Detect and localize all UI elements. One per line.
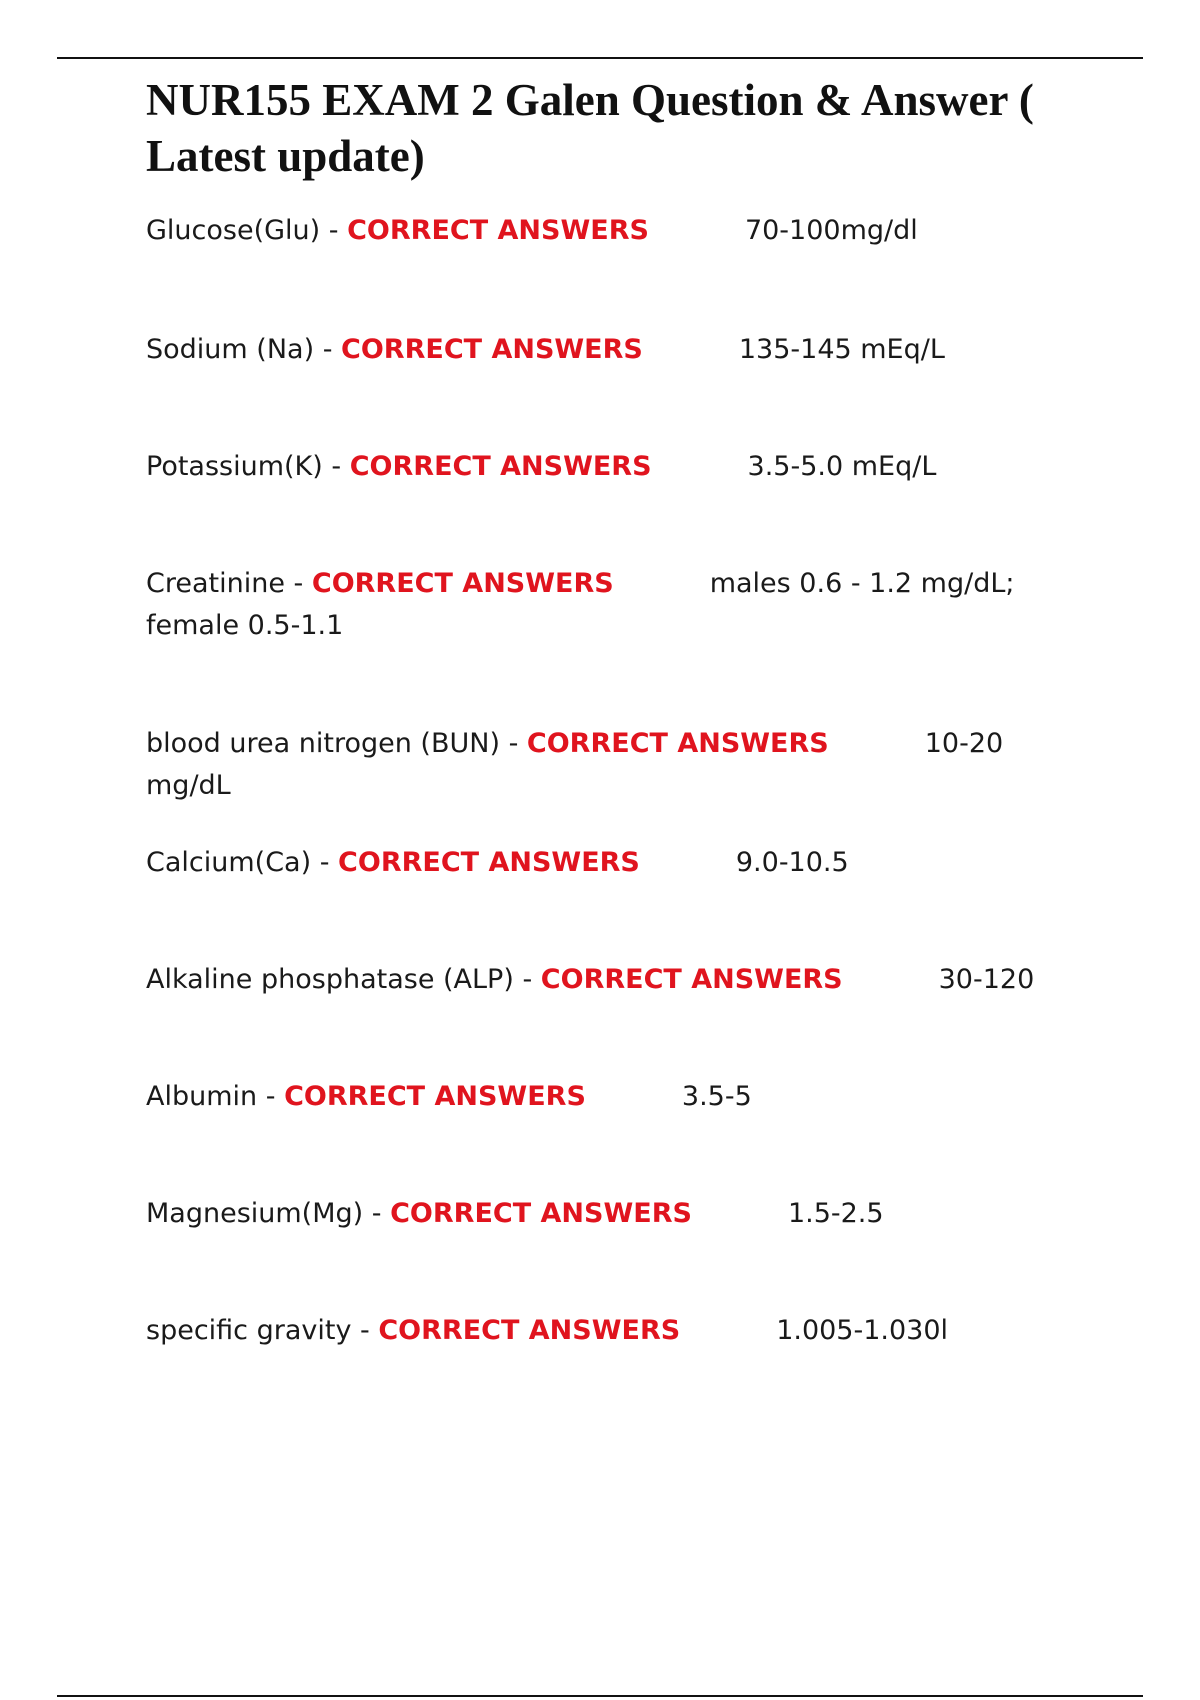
question-text: Alkaline phosphatase (ALP) <box>146 964 514 995</box>
question-text: Calcium(Ca) <box>146 847 312 878</box>
answer-text: 1.5-2.5 <box>787 1198 884 1229</box>
question-text: Potassium(K) <box>146 451 323 482</box>
top-rule <box>57 57 1143 59</box>
qa-item <box>146 329 1076 371</box>
separator: - <box>513 964 541 995</box>
qa-item <box>146 1310 1076 1352</box>
answer-text: 3.5-5.0 mEq/L <box>747 451 937 482</box>
document-title: NUR155 EXAM 2 Galen Question & Answer ( Latest update) <box>146 75 1034 181</box>
question-text: Creatinine <box>146 568 285 599</box>
separator: - <box>351 1315 379 1346</box>
question-text: blood urea nitrogen (BUN) <box>146 728 500 759</box>
answer-text: 70-100mg/dl <box>744 215 918 246</box>
correct-answers-label: CORRECT ANSWERS <box>540 964 843 995</box>
separator: - <box>363 1198 391 1229</box>
question-text: Magnesium(Mg) <box>146 1198 364 1229</box>
separator: - <box>322 451 350 482</box>
answer-text: 135-145 mEq/L <box>738 334 945 365</box>
correct-answers-label: CORRECT ANSWERS <box>349 451 652 482</box>
separator: - <box>314 334 342 365</box>
separator: - <box>284 568 312 599</box>
separator: - <box>320 215 348 246</box>
question-text: specific gravity <box>146 1315 352 1346</box>
bottom-rule <box>57 1695 1143 1697</box>
correct-answers-label: CORRECT ANSWERS <box>338 847 640 878</box>
qa-item <box>146 446 1076 488</box>
qa-item <box>146 210 1076 252</box>
answer-text: 9.0-10.5 <box>735 847 849 878</box>
correct-answers-label: CORRECT ANSWERS <box>311 568 614 599</box>
correct-answers-label: CORRECT ANSWERS <box>378 1315 681 1346</box>
answer-text: 10-20 mg/dL <box>146 728 1004 801</box>
question-text: Sodium (Na) <box>146 334 315 365</box>
qa-item <box>146 1193 1076 1235</box>
correct-answers-label: CORRECT ANSWERS <box>341 334 643 365</box>
qa-item <box>146 959 1076 1001</box>
answer-text: 1.005-1.030l <box>776 1315 949 1346</box>
answer-text: males 0.6 - 1.2 mg/dL; female 0.5-1.1 <box>146 568 1015 641</box>
qa-item <box>146 723 1076 807</box>
correct-answers-label: CORRECT ANSWERS <box>390 1198 692 1229</box>
answer-text: 30-120 <box>938 964 1035 995</box>
separator: - <box>257 1081 285 1112</box>
question-text: Glucose(Glu) <box>146 215 321 246</box>
separator: - <box>499 728 527 759</box>
answer-text: 3.5-5 <box>681 1081 752 1112</box>
qa-item <box>146 563 1076 647</box>
separator: - <box>311 847 339 878</box>
correct-answers-label: CORRECT ANSWERS <box>347 215 649 246</box>
correct-answers-label: CORRECT ANSWERS <box>526 728 829 759</box>
qa-item <box>146 842 1076 884</box>
correct-answers-label: CORRECT ANSWERS <box>284 1081 586 1112</box>
qa-item <box>146 1076 1076 1118</box>
question-text: Albumin <box>146 1081 258 1112</box>
